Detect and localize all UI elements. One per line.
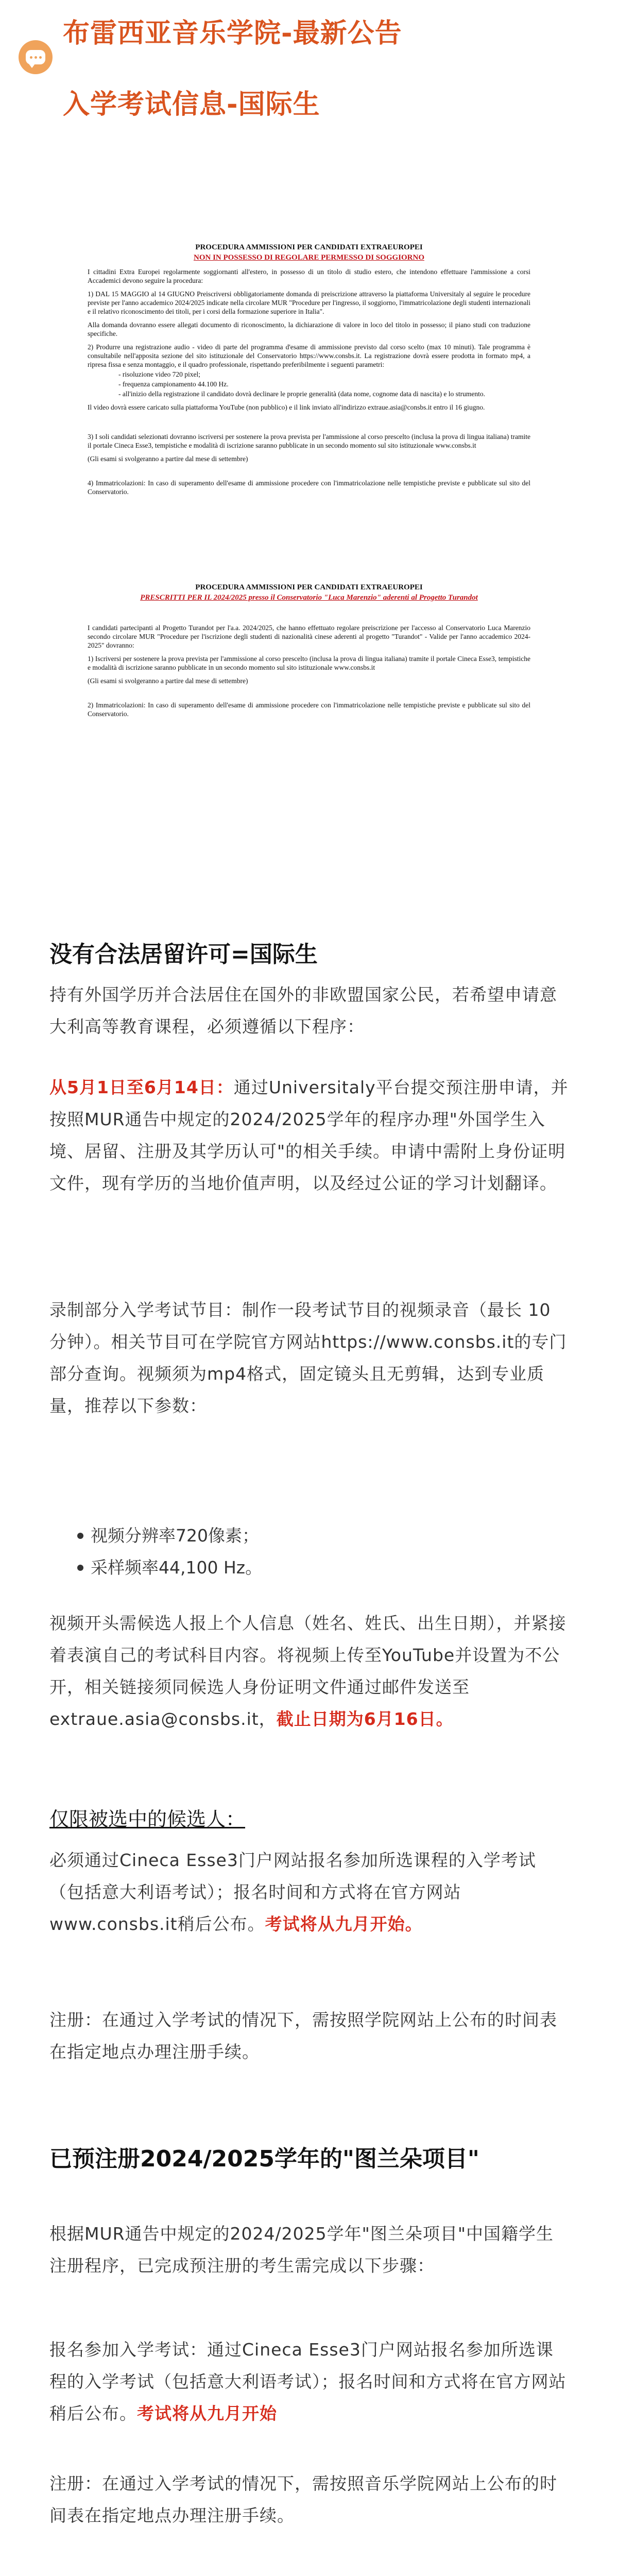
notice-paragraph: 4) Immatricolazioni: In caso di superamento dell'esame di ammissione procedere con l'immatricolazione nelle tempistiche previste e pubblicate sul sito del Conservatorio.	[88, 479, 530, 496]
selected-exam-start: 考试将从九月开始。	[265, 1914, 423, 1934]
chat-bubble-icon	[19, 40, 53, 74]
turandot-intro: 根据MUR通告中规定的2024/2025学年"图兰朵项目"中国籍学生注册程序，已完成预注册的考生需完成以下步骤：	[49, 2224, 554, 2276]
step1-paragraph	[49, 1072, 570, 1199]
section-title-selected: 仅限被选中的候选人：	[49, 1808, 246, 1831]
step1-text: 通过Universitaly平台提交预注册申请，并按照MUR通告中规定的2024/2025学年的程序办理"外国学生入境、居留、注册及其学历认可"的相关手续。申请中需附上身份证明文件，现有学历的当地价值声明，以及经过公证的学习计划翻译。	[49, 1077, 569, 1193]
notice-paragraph: Il video dovrà essere caricato sulla piattaforma YouTube (non pubblico) e il link inviato all'indirizzo extraue.asia@consbs.it entro il 16 giugno.	[88, 403, 485, 411]
step1-date: 从5月1日至6月14日：	[49, 1077, 234, 1097]
turandot-registration-note: 注册：在通过入学考试的情况下，需按照音乐学院网站上公布的时间表在指定地点办理注册手续。	[49, 2473, 557, 2526]
list-item: 采样频率44,100 Hz。	[77, 1552, 262, 1584]
notice-paragraph: 1) DAL 15 MAGGIO al 14 GIUGNO Preiscriversi obbligatoriamente domanda di preiscrizione attraverso la piattaforma Universitaly al seguire le procedure previste per l'anno accademico 2024/2025 indicate nella circolare MUR "Procedure per l'ingresso, il soggiorno, l'immatricolazione degli studenti internazionali e il relativo riconoscimento dei titoli, per i corsi della formazione superiore in Italia".	[88, 290, 530, 315]
notice-paragraph: (Gli esami si svolgeranno a partire dal mese di settembre)	[88, 455, 248, 463]
notice-paragraph: Alla domanda dovranno essere allegati documento di riconoscimento, la dichiarazione di valore in loco del titolo in possesso; il piano studi con traduzione specifiche.	[88, 321, 530, 337]
video-params-list	[77, 1520, 262, 1584]
notice-paragraph: I cittadini Extra Europei regolarmente soggiornanti all'estero, in possesso di un titolo di studio estero, che intendono effettuare l'ammissione a corsi Accademici devono seguire la procedura:	[88, 268, 530, 284]
page-title-line2: 入学考试信息-国际生	[63, 89, 320, 120]
step3-deadline: 截止日期为6月16日。	[276, 1709, 454, 1729]
step3-text: 视频开头需候选人报上个人信息（姓名、姓氏、出生日期），并紧接着表演自己的考试科目内容。将视频上传至YouTube并设置为不公开，相关链接须同候选人身份证明文件通过邮件发送至extraue.asia@consbs.it，	[49, 1613, 566, 1729]
section-title-international: 没有合法居留许可=国际生	[49, 941, 318, 968]
step3-paragraph	[49, 1607, 570, 1735]
notice-list-item: - frequenza campionamento 44.100 Hz.	[118, 380, 229, 388]
notice-document-2	[88, 582, 530, 718]
page-title-line1: 布雷西亚音乐学院-最新公告	[63, 18, 402, 49]
header	[0, 0, 618, 155]
turandot-paragraph	[49, 2334, 570, 2430]
turandot-text: 报名参加入学考试：通过Cineca Esse3门户网站报名参加所选课程的入学考试（包括意大利语考试）；报名时间和方式将在官方网站稍后公布。	[49, 2340, 566, 2424]
notice-paragraph: 3) I soli candidati selezionati dovranno iscriversi per sostenere la prova prevista per l'ammissione al corso prescelto (inclusa la prova di lingua italiana) tramite il portale Cineca Esse3, tempistiche e modalità di iscrizione saranno pubblicate in un secondo momento sul sito istituzionale www.consbs.it	[88, 433, 530, 449]
notice-subtitle: NON IN POSSESSO DI REGOLARE PERMESSO DI SOGGIORNO	[193, 253, 424, 262]
step2-paragraph: 录制部分入学考试节目：制作一段考试节目的视频录音（最长 10 分钟）。相关节目可在学院官方网站https://www.consbs.it的专门部分查询。视频须为mp4格式，固定镜头且无剪辑，达到专业质量，推荐以下参数：	[49, 1300, 567, 1416]
registration-note: 注册：在通过入学考试的情况下，需按照学院网站上公布的时间表在指定地点办理注册手续。	[49, 2010, 557, 2062]
notice-paragraph: (Gli esami si svolgeranno a partire dal mese di settembre)	[88, 677, 248, 685]
notice-list-item: - risoluzione video 720 pixel;	[118, 370, 200, 378]
notice-subtitle: PRESCRITTI PER IL 2024/2025 presso il Conservatorio "Luca Marenzio" aderenti al Progetto Turandot	[140, 594, 478, 602]
selected-paragraph	[49, 1844, 570, 1940]
notice-title: PROCEDURA AMMISSIONI PER CANDIDATI EXTRAEUROPEI	[195, 583, 423, 591]
notice-paragraph: 1) Iscriversi per sostenere la prova prevista per l'ammissione al corso prescelto (inclusa la prova di lingua italiana) tramite il portale Cineca Esse3, tempistiche e modalità di iscrizione saranno pubblicate in un secondo momento sul sito istituzionale www.consbs.it	[88, 655, 530, 671]
section-intro: 持有外国学历并合法居住在国外的非欧盟国家公民，若希望申请意大利高等教育课程，必须遵循以下程序：	[49, 985, 557, 1037]
list-item: 视频分辨率720像素；	[77, 1520, 262, 1552]
notice-paragraph: 2) Produrre una registrazione audio - video di parte del programma d'esame di ammissione previsto dal corso scelto (max 10 minuti). Tale programma è consultabile nell'apposita sezione del sito istituzionale del Conservatorio https://www.consbs.it. La registrazione dovrà essere prodotta in formato mp4, a ripresa fissa e senza montaggio, e il quadro professionale, rispettando preferibilmente i seguenti parametri:	[88, 343, 530, 368]
notice-paragraph: 2) Immatricolazioni: In caso di superamento dell'esame di ammissione procedere con l'immatricolazione nelle tempistiche previste e pubblicate sul sito del Conservatorio.	[88, 701, 530, 718]
notice-document-1	[88, 242, 530, 496]
turandot-exam-start: 考试将从九月开始	[137, 2403, 277, 2424]
notice-paragraph: I candidati partecipanti al Progetto Turandot per l'a.a. 2024/2025, che hanno effettuato regolare preiscrizione per l'accesso al Conservatorio Luca Marenzio secondo circolare MUR "Procedure per l'iscrizione degli studenti di nazionalità cinese aderenti al progetto "Turandot" - Valide per l'anno accademico 2024-2025" dovranno:	[88, 624, 530, 649]
section-title-turandot: 已预注册2024/2025学年的"图兰朵项目"	[49, 2146, 479, 2172]
selected-text: 必须通过Cineca Esse3门户网站报名参加所选课程的入学考试（包括意大利语考试）；报名时间和方式将在官方网站www.consbs.it稍后公布。	[49, 1850, 536, 1934]
notice-list-item: - all'inizio della registrazione il candidato dovrà declinare le proprie generalità (data nome, cognome data di nascita) e lo strumento.	[118, 390, 486, 398]
notice-title: PROCEDURA AMMISSIONI PER CANDIDATI EXTRAEUROPEI	[195, 243, 423, 251]
